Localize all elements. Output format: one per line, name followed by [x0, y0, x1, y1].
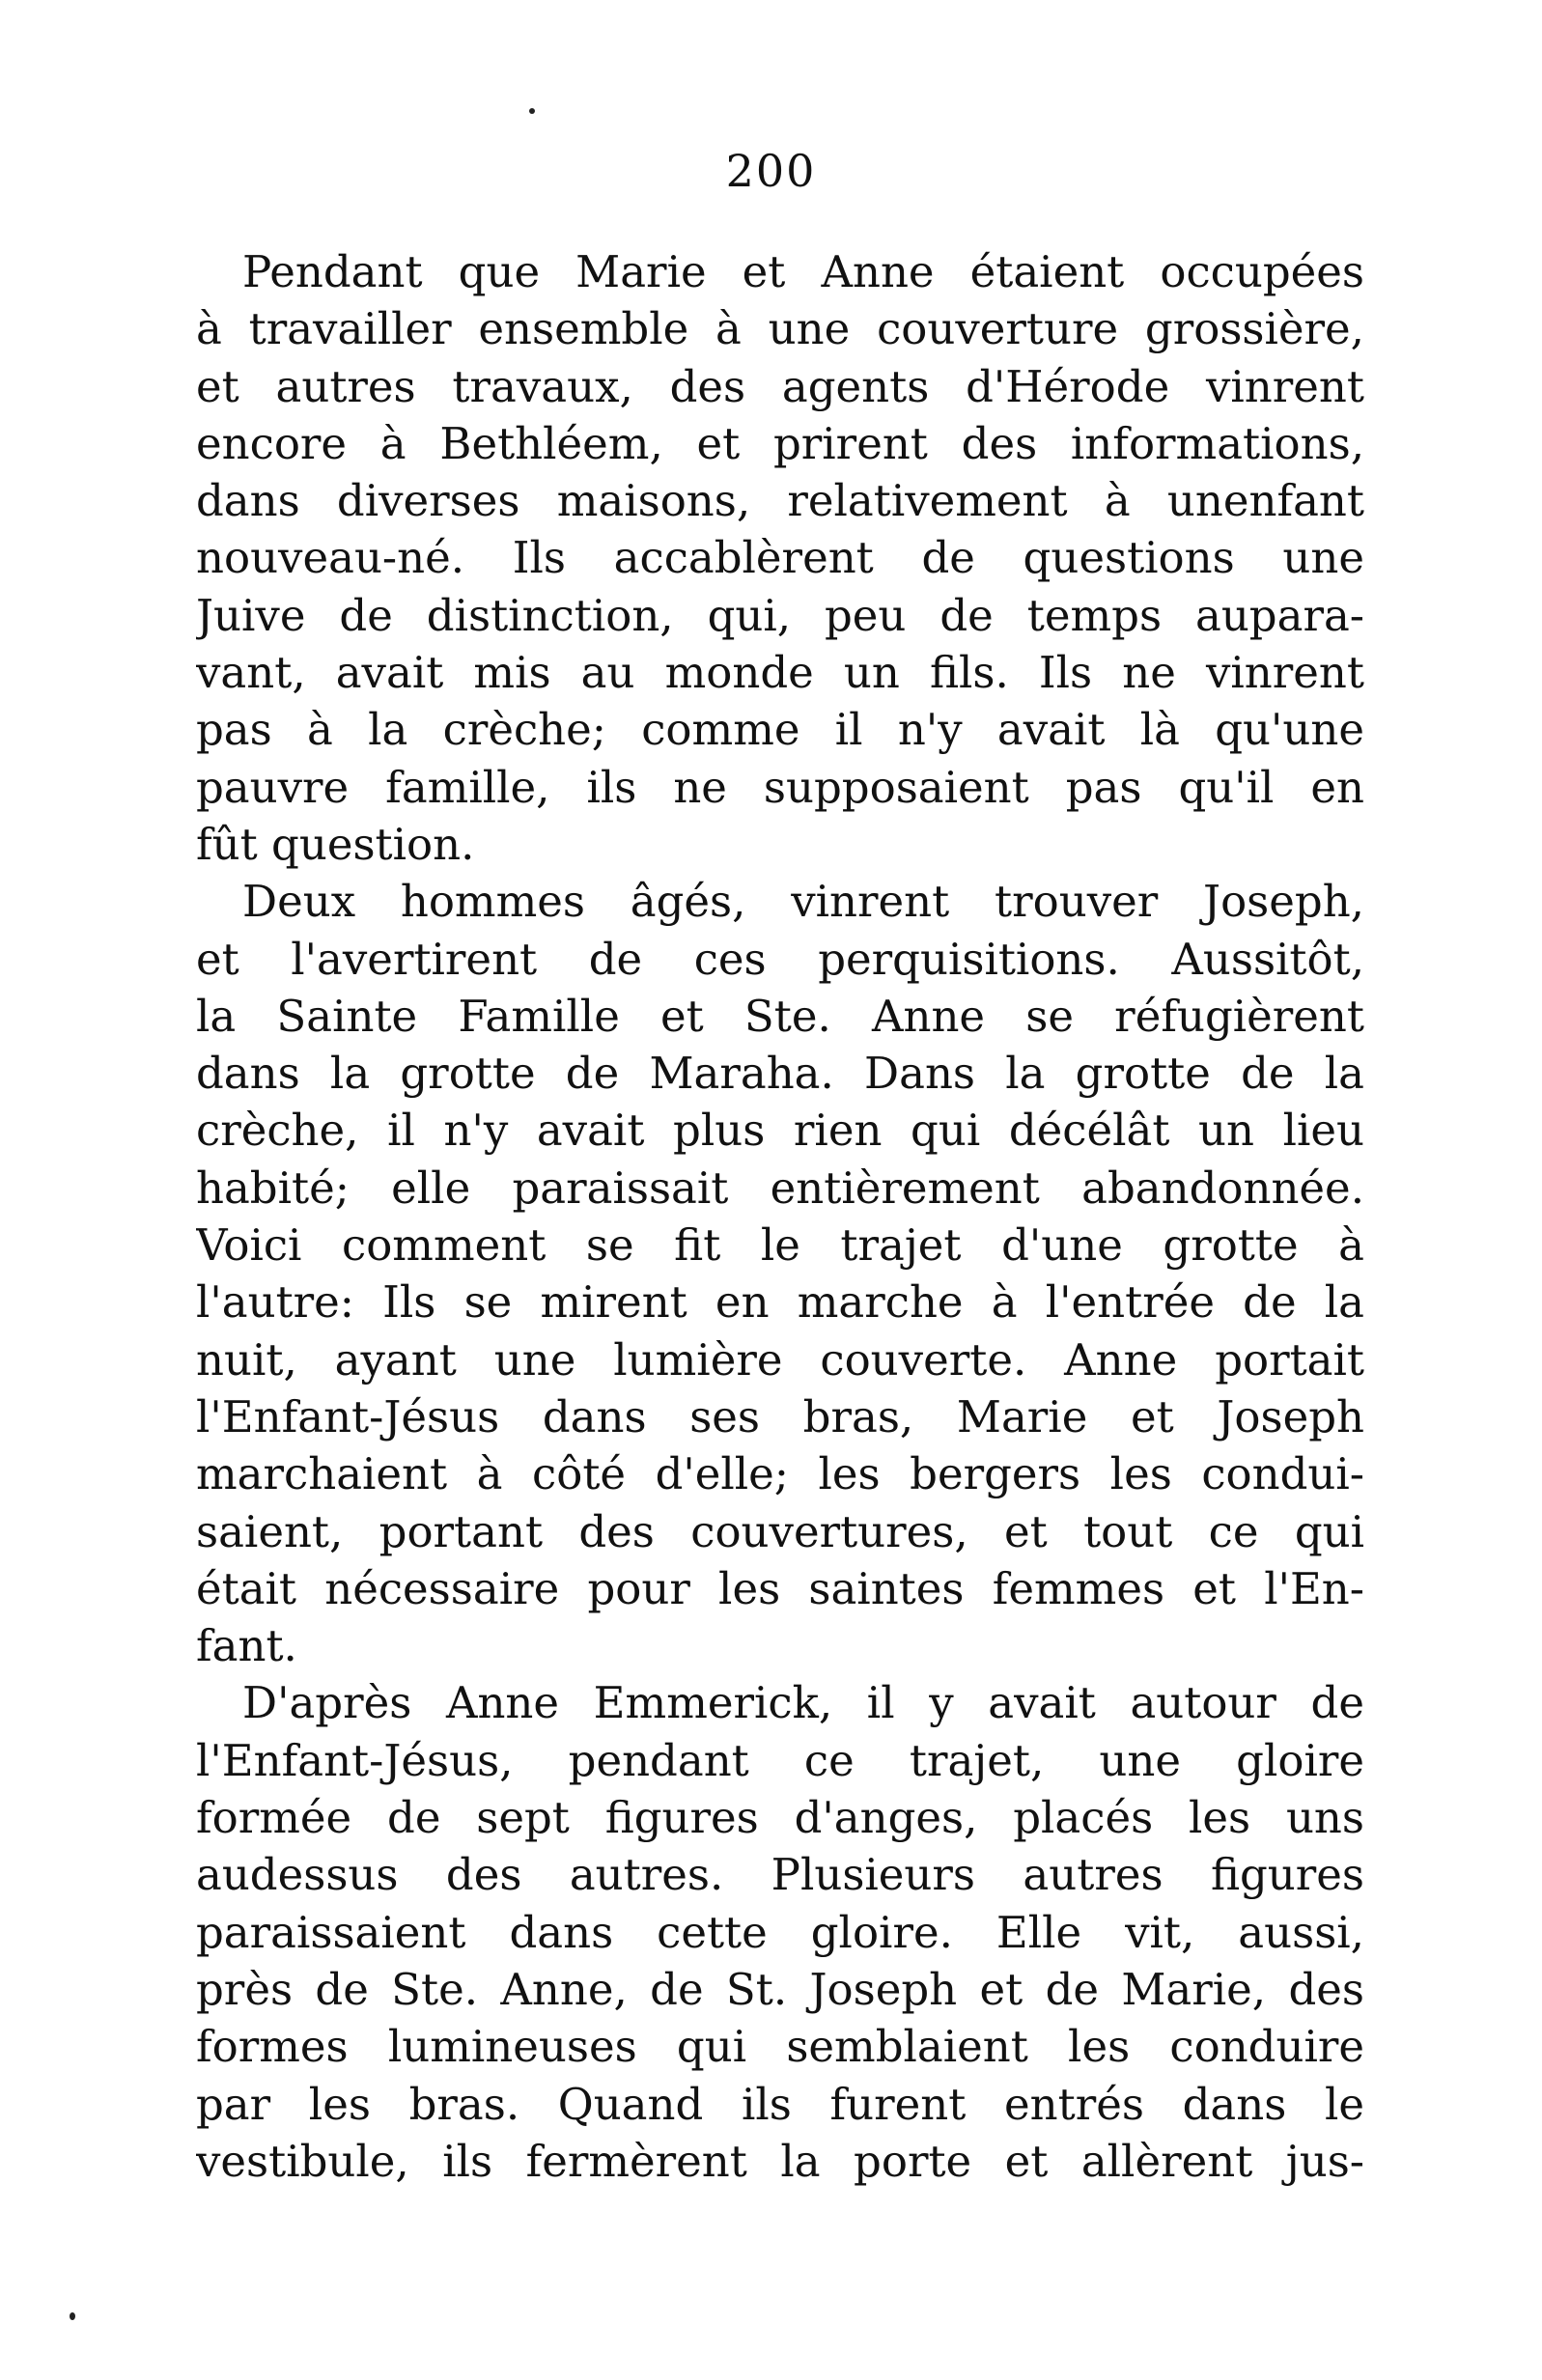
print-speck [529, 108, 535, 114]
text-line: fant. [196, 1620, 297, 1672]
text-line: pas à la crèche; comme il n'y avait là qu'une [196, 704, 1364, 756]
text-line: la Sainte Famille et Ste. Anne se réfugièrent [196, 990, 1364, 1042]
text-line: D'après Anne Emmerick, il y avait autour de [242, 1677, 1364, 1729]
text-line: par les bras. Quand ils furent entrés dans le [196, 2078, 1364, 2130]
text-line: près de Ste. Anne, de St. Joseph et de Marie, des [196, 1963, 1364, 2015]
page-number: 200 [725, 145, 817, 197]
text-line: fût question. [196, 818, 475, 870]
text-line: dans diverses maisons, relativement à unenfant [196, 475, 1364, 527]
text-line: saient, portant des couvertures, et tout ce qui [196, 1505, 1364, 1557]
text-line: nuit, ayant une lumière couverte. Anne portait [196, 1333, 1364, 1386]
text-line: nouveau-né. Ils accablèrent de questions une [196, 532, 1364, 584]
text-line: à travailler ensemble à une couverture grossière, [196, 303, 1364, 355]
text-line: habité; elle paraissait entièrement abandonnée. [196, 1162, 1364, 1214]
text-line: formes lumineuses qui semblaient les conduire [196, 2021, 1364, 2073]
text-line: audessus des autres. Plusieurs autres figures [196, 1849, 1364, 1901]
paragraph-3 [196, 1674, 1364, 2190]
text-line: pauvre famille, ils ne supposaient pas qu'il en [196, 761, 1364, 813]
text-line: encore à Bethléem, et prirent des informations, [196, 417, 1364, 469]
text-line: dans la grotte de Maraha. Dans la grotte de la [196, 1048, 1364, 1100]
text-line: marchaient à côté d'elle; les bergers les condui- [196, 1448, 1364, 1500]
text-line: l'Enfant-Jésus dans ses bras, Marie et Joseph [196, 1390, 1364, 1442]
text-line: Juive de distinction, qui, peu de temps aupara- [196, 589, 1364, 641]
body-text [196, 243, 1364, 2190]
text-line: paraissaient dans cette gloire. Elle vit, aussi, [196, 1906, 1364, 1958]
text-line: vant, avait mis au monde un fils. Ils ne vinrent [196, 647, 1364, 699]
text-line: Deux hommes âgés, vinrent trouver Joseph, [242, 876, 1364, 928]
paragraph-2 [196, 873, 1364, 1674]
print-speck [70, 2312, 75, 2320]
text-line: vestibule, ils fermèrent la porte et allèrent jus- [196, 2135, 1364, 2187]
text-line: crèche, il n'y avait plus rien qui décélât un lieu [196, 1105, 1364, 1157]
text-line: formée de sept figures d'anges, placés les uns [196, 1792, 1364, 1844]
paragraph-1 [196, 243, 1364, 873]
text-line: et l'avertirent de ces perquisitions. Aussitôt, [196, 933, 1364, 985]
text-line: Voici comment se fit le trajet d'une grotte à [196, 1219, 1364, 1272]
text-line: l'Enfant-Jésus, pendant ce trajet, une gloire [196, 1734, 1364, 1786]
text-line: Pendant que Marie et Anne étaient occupées [242, 246, 1364, 297]
text-line: et autres travaux, des agents d'Hérode vinrent [196, 360, 1364, 412]
text-line: était nécessaire pour les saintes femmes et l'En- [196, 1562, 1364, 1614]
text-line: l'autre: Ils se mirent en marche à l'entrée de la [196, 1276, 1364, 1329]
